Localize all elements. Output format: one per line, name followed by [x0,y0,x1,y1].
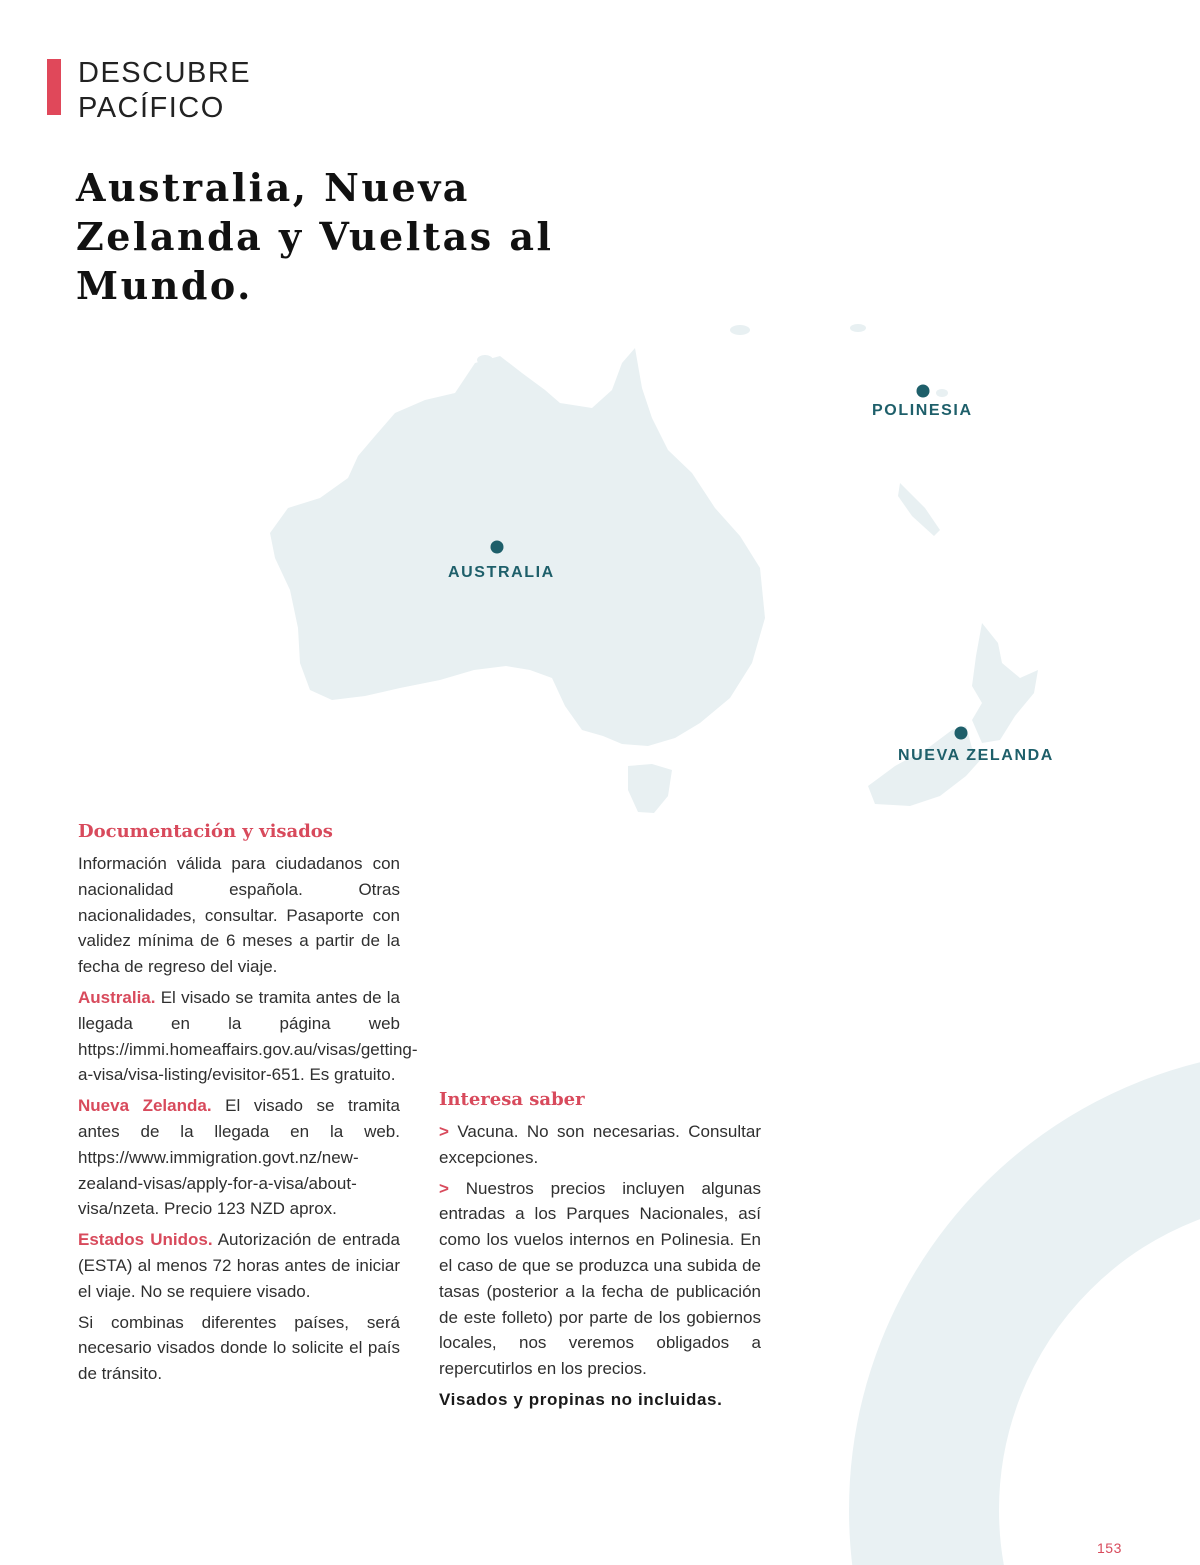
documentation-heading: Documentación y visados [78,821,333,842]
new-zealand-south-island [868,726,984,806]
australia-visa-text: El visado se tramita antes de la llegada en la página web https://immi.homeaffairs.gov.au/visas/getting-a-visa/visa-listing/evisitor-651. Es gratuito. [78,987,418,1085]
documentation-section [78,819,418,1392]
nz-visa-text: El visado se tramita antes de la llegada en la web. https://www.immigration.govt.nz/new-zealand-visas/apply-for-a-visa/about-visa/nzeta. Precio 123 NZD aprox. [78,1096,400,1219]
interesa-section [439,1087,761,1418]
map-label-australia: AUSTRALIA [448,564,555,581]
marker-australia [491,541,504,554]
page-title: Australia, Nueva Zelanda y Vueltas al Mundo. [76,165,554,308]
interesa-item-precios-text: Nuestros precios incluyen algunas entradas a los Parques Nacionales, así como los vuelos internos en Polinesia. En el caso de que se produzca una subida de tasas (posterior a la fecha de publicación de este folleto) por parte de los gobiernos locales, nos veremos obligados a repercutirlos en los precios. [439,1178,761,1379]
map-label-nueva-zelanda: NUEVA ZELANDA [898,747,1054,764]
usa-visa-text: Autorización de entrada (ESTA) al menos 72 horas antes de iniciar el viaje. No se requiere visado. [78,1230,401,1301]
bullet-arrow-icon: > [439,1178,449,1198]
pacific-islet-3 [936,389,948,397]
usa-visa-paragraph [78,1227,400,1304]
documentation-closing: Si combinas diferentes países, será necesario visados donde lo solicite el país de tránsito. [78,1312,400,1384]
australia-visa-lead: Australia. [78,987,156,1007]
section-tag-bar [47,59,61,115]
section-tag-text [78,56,251,126]
interesa-item-vacuna-text: Vacuna. No son necesarias. Consultar excepciones. [439,1122,761,1167]
marker-nueva-zelanda [955,727,968,740]
marker-polinesia [917,385,930,398]
tasmania [628,764,672,813]
bullet-arrow-icon: > [439,1122,449,1141]
page-number: 153 [1097,1540,1122,1556]
new-zealand-north-island [972,623,1038,743]
section-tag-line-1: DESCUBRE [78,57,252,89]
pacific-islet-4 [477,355,493,365]
new-caledonia-island [898,483,940,536]
pacific-islet-1 [730,325,750,335]
interesa-item-vacuna [439,1119,761,1171]
pacific-islet-2 [850,324,866,332]
documentation-intro: Información válida para ciudadanos con nacionalidad española. Otras nacionalidades, consultar. Pasaporte con validez mínima de 6 meses a partir de la fecha de regreso del viaje. [78,854,400,977]
usa-visa-lead: Estados Unidos. [78,1230,213,1250]
map-label-polinesia: POLINESIA [872,402,973,419]
nz-visa-lead: Nueva Zelanda. [78,1096,212,1116]
interesa-item-precios [439,1176,761,1382]
australia-landmass [270,348,765,746]
australia-visa-paragraph [78,985,418,1088]
region-map [260,318,1060,828]
interesa-heading: Interesa saber [439,1089,585,1110]
nz-visa-paragraph [78,1093,400,1222]
section-tag-line-2: PACÍFICO [78,92,225,124]
interesa-closing: Visados y propinas no incluidas. [439,1389,723,1409]
